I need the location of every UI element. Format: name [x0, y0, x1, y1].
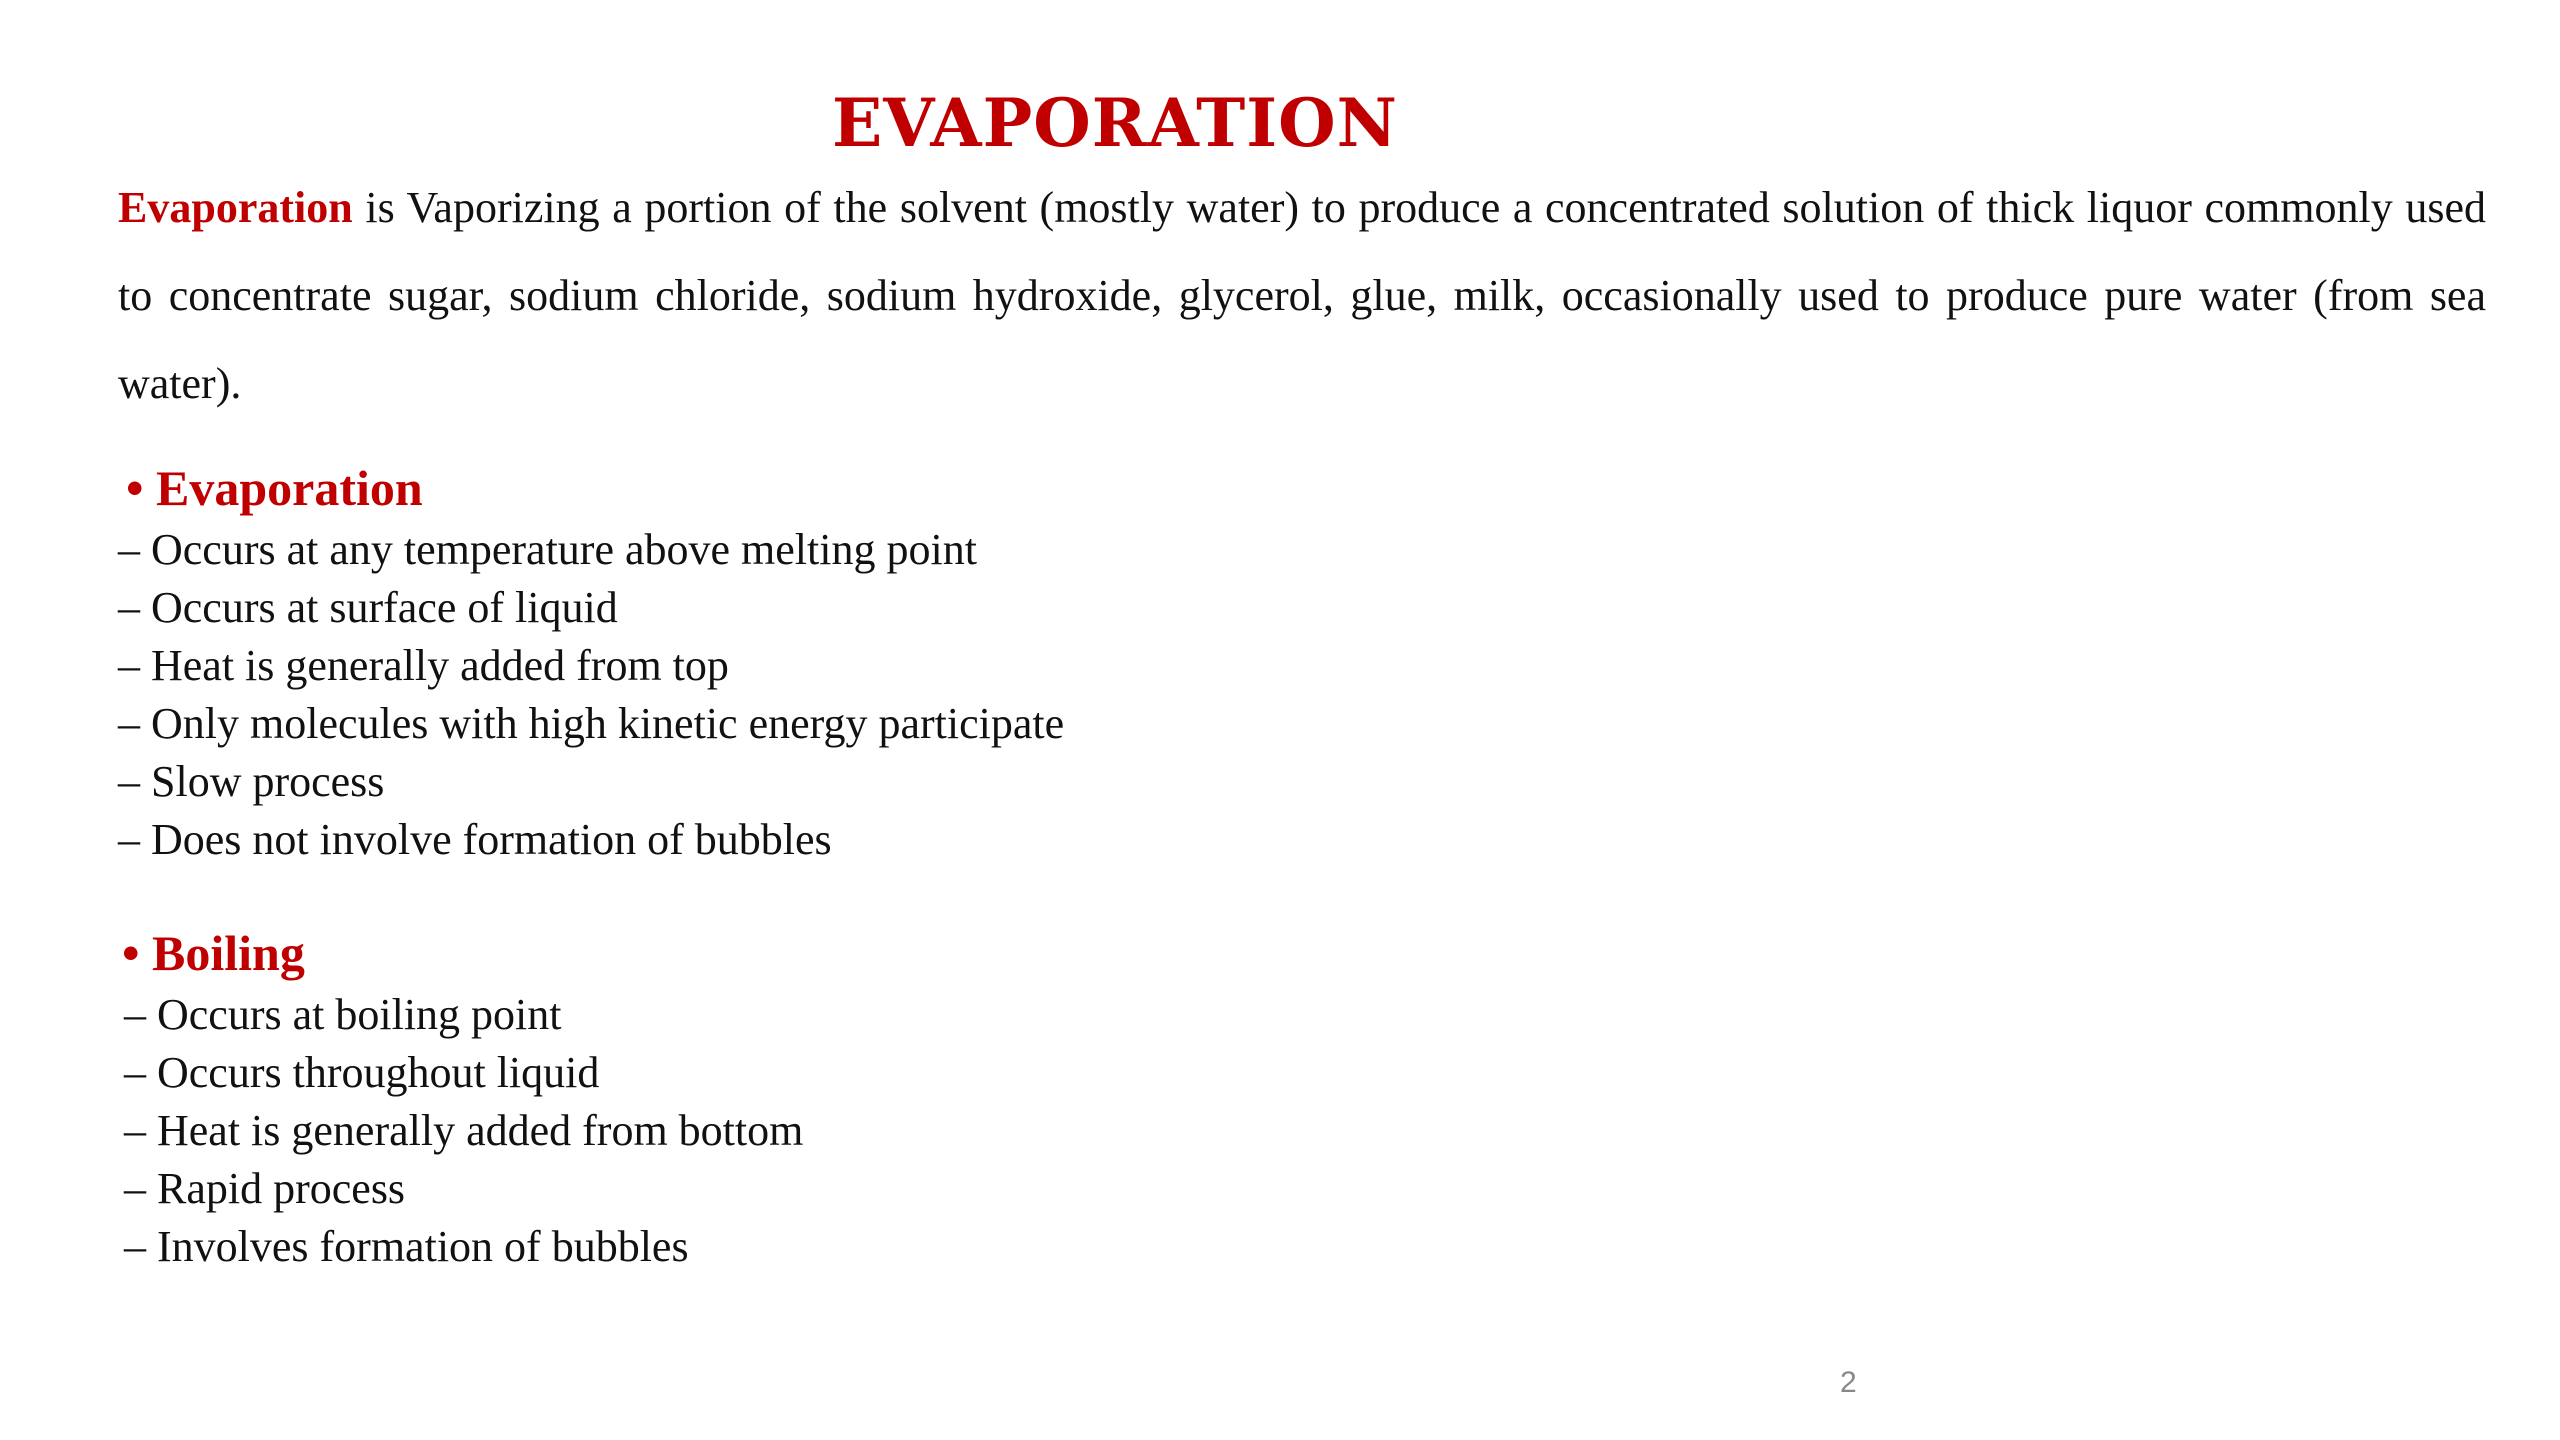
- intro-text: is Vaporizing a portion of the solvent (mostly water) to produce a concentrated solution of thick liquor commonly used to concentrate sugar, sodium chloride, sodium hydroxide, glycerol, glue, milk, occasionally used to produce pure water (from sea water).: [118, 183, 2486, 408]
- list-item: – Slow process: [118, 757, 385, 806]
- slide-title: EVAPORATION: [832, 84, 1398, 162]
- intro-term: Evaporation: [118, 183, 353, 232]
- evaporation-heading: • Evaporation: [126, 460, 423, 516]
- list-item: – Rapid process: [124, 1164, 406, 1213]
- list-item: – Heat is generally added from top: [118, 641, 729, 690]
- page-number: 2: [1840, 1366, 1857, 1399]
- list-item: – Occurs throughout liquid: [124, 1048, 600, 1097]
- intro-paragraph: [118, 164, 2486, 428]
- evaporation-list: [118, 521, 1718, 869]
- boiling-section: [118, 920, 1718, 1276]
- boiling-list: [124, 986, 1718, 1276]
- boiling-heading: • Boiling: [122, 925, 305, 981]
- list-item: – Occurs at any temperature above melting point: [118, 525, 977, 574]
- list-item: – Heat is generally added from bottom: [124, 1106, 804, 1155]
- list-item: – Occurs at boiling point: [124, 990, 562, 1039]
- evaporation-section: [118, 455, 1718, 869]
- list-item: – Occurs at surface of liquid: [118, 583, 618, 632]
- list-item: – Involves formation of bubbles: [124, 1222, 689, 1271]
- list-item: – Does not involve formation of bubbles: [118, 815, 832, 864]
- list-item: – Only molecules with high kinetic energy participate: [118, 699, 1065, 748]
